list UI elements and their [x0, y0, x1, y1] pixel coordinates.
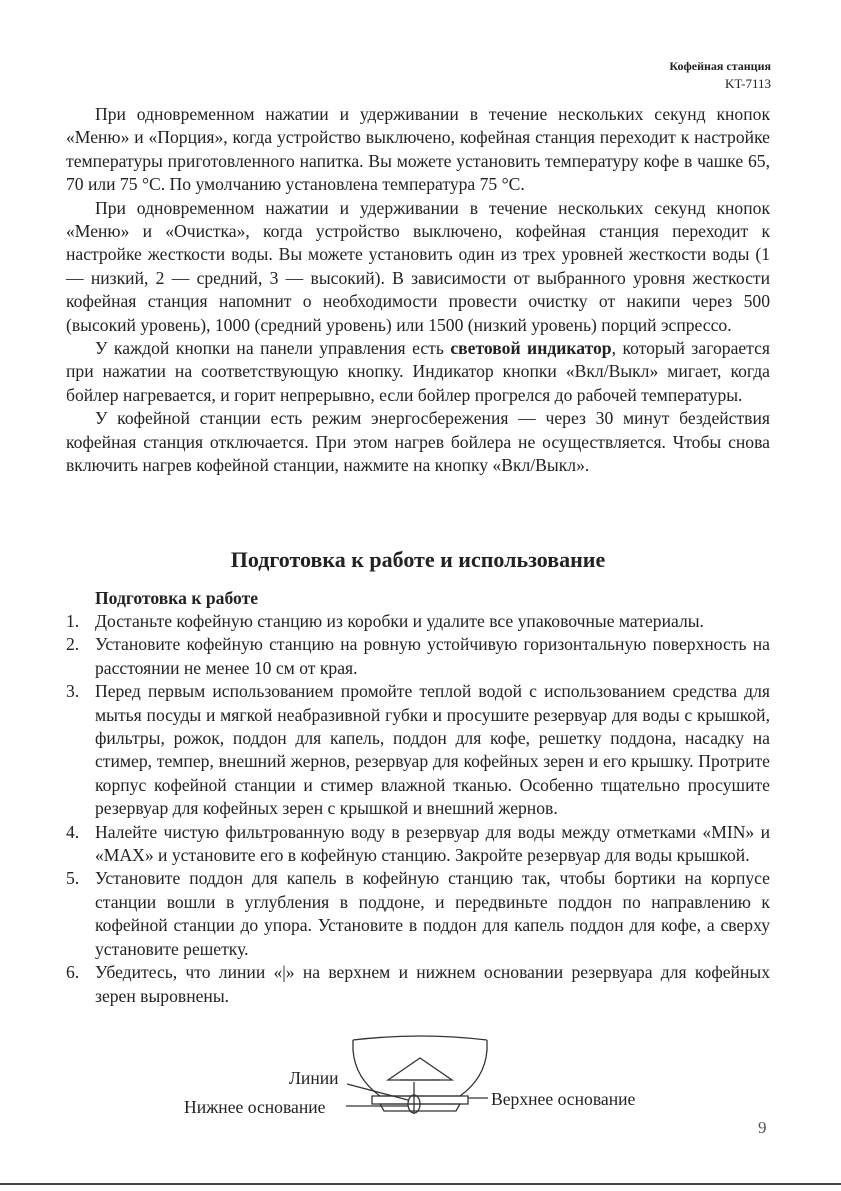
container-top-rim — [353, 1036, 487, 1040]
preparation-steps — [66, 610, 770, 1008]
label-lines: Линии — [289, 1068, 339, 1088]
step-item — [66, 680, 770, 820]
step-item — [66, 961, 770, 1008]
leader-lines — [347, 1084, 408, 1100]
step-number: 3. — [66, 681, 80, 702]
container-cone — [388, 1058, 452, 1080]
intro-paragraph-indicator — [66, 337, 770, 407]
page-header — [669, 58, 771, 92]
section-title: Подготовка к работе и использование — [230, 547, 606, 572]
step-number: 5. — [66, 868, 80, 889]
step-item — [66, 633, 770, 680]
step-text: Установите кофейную станцию на ровную устойчивую горизонтальную поверхность на расстоянии не менее 10 см от края. — [95, 634, 770, 678]
indicator-text-start: У каждой кнопки на панели управления есть — [95, 338, 451, 359]
intro-text — [66, 103, 770, 478]
step-text: Достаньте кофейную станцию из коробки и удалите все упаковочные материалы. — [95, 611, 704, 631]
label-lower-base: Нижнее основание — [184, 1097, 326, 1117]
bean-container-figure — [0, 1028, 841, 1128]
indicator-text-end: , который загорается при нажатии на соответствующую кнопку. Индикатор кнопки «Вкл/Выкл» мигает, когда бойлер нагревается, и горит непрерывно, если бойлер прогрелся до рабочей температуры. — [66, 338, 770, 405]
step-text: Убедитесь, что линии «|» на верхнем и нижнем основании резервуара для кофейных зерен выровнены. — [95, 962, 770, 1006]
bottom-divider — [0, 1183, 841, 1185]
intro-paragraph-energy-saving: У кофейной станции есть режим энергосбережения — через 30 минут бездействия кофейная станция отключается. При этом нагрев бойлера не осуществляется. Чтобы снова включить нагрев кофейной станции, нажмите на кнопку «Вкл/Выкл». — [66, 408, 770, 476]
step-number: 2. — [66, 634, 80, 655]
step-text: Установите поддон для капель в кофейную станцию так, чтобы бортики на корпусе станции вошли в углубления в поддоне, и передвиньте поддон по направлению к кофейной станции до упора. Установите в поддон для капель поддон для кофе, а сверху установите решетку. — [95, 868, 770, 959]
header-product-title: Кофейная станция — [669, 59, 771, 73]
container-body-outline — [353, 1040, 487, 1096]
header-model: KT-7113 — [725, 76, 771, 91]
step-number: 1. — [66, 611, 80, 631]
step-number: 4. — [66, 821, 80, 842]
step-item — [66, 867, 770, 961]
step-item — [66, 821, 770, 868]
step-text: Перед первым использованием промойте теплой водой с использованием средства для мытья посуды и мягкой неабразивной губки и просушите резервуар для воды с крышкой, фильтры, рожок, поддон для капель, поддон для кофе, решетку поддона, насадку на стимер, темпер, внешний жернов, резервуар для кофейных зерен и его крышку. Протрите корпус кофейной станции и стимер влажной тканью. Особенно тщательно просушите резервуар для кофейных зерен с крышкой и внешний жернов. — [95, 681, 770, 819]
indicator-bold-term: световой индикатор — [450, 338, 612, 359]
step-number: 6. — [66, 962, 80, 983]
bean-container-diagram — [0, 1028, 841, 1128]
intro-paragraph-temperature: При одновременном нажатии и удерживании в течение нескольких секунд кнопок «Меню» и «Порция», когда устройство выключено, кофейная станция переходит к настройке температуры приготовленного напитка. Вы можете установить температуру кофе в чашке 65, 70 или 75 °С. По умолчанию установлена температура 75 °С. — [66, 104, 770, 195]
step-text: Налейте чистую фильтрованную воду в резервуар для воды между отметками «MIN» и «MAX» и установите его в кофейную станцию. Закройте резервуар для воды крышкой. — [95, 821, 770, 866]
label-upper-base: Верхнее основание — [491, 1089, 636, 1109]
intro-paragraph-hardness: При одновременном нажатии и удерживании в течение нескольких секунд кнопок «Меню» и «Очистка», когда устройство выключено, кофейная станция переходит к настройке жесткости воды. Вы можете установить один из трех уровней жесткости воды (1 — низкий, 2 — средний, 3 — высокий). В зависимости от выбранного уровня жесткости кофейная станция напомнит о необходимости провести очистку от накипи через 500 (высокий уровень), 1000 (средний уровень) или 1500 (низкий уровень) порций эспрессо. — [66, 197, 770, 335]
step-item — [66, 610, 770, 633]
section-subtitle: Подготовка к работе — [95, 588, 259, 608]
page-number: 9 — [758, 1118, 767, 1137]
